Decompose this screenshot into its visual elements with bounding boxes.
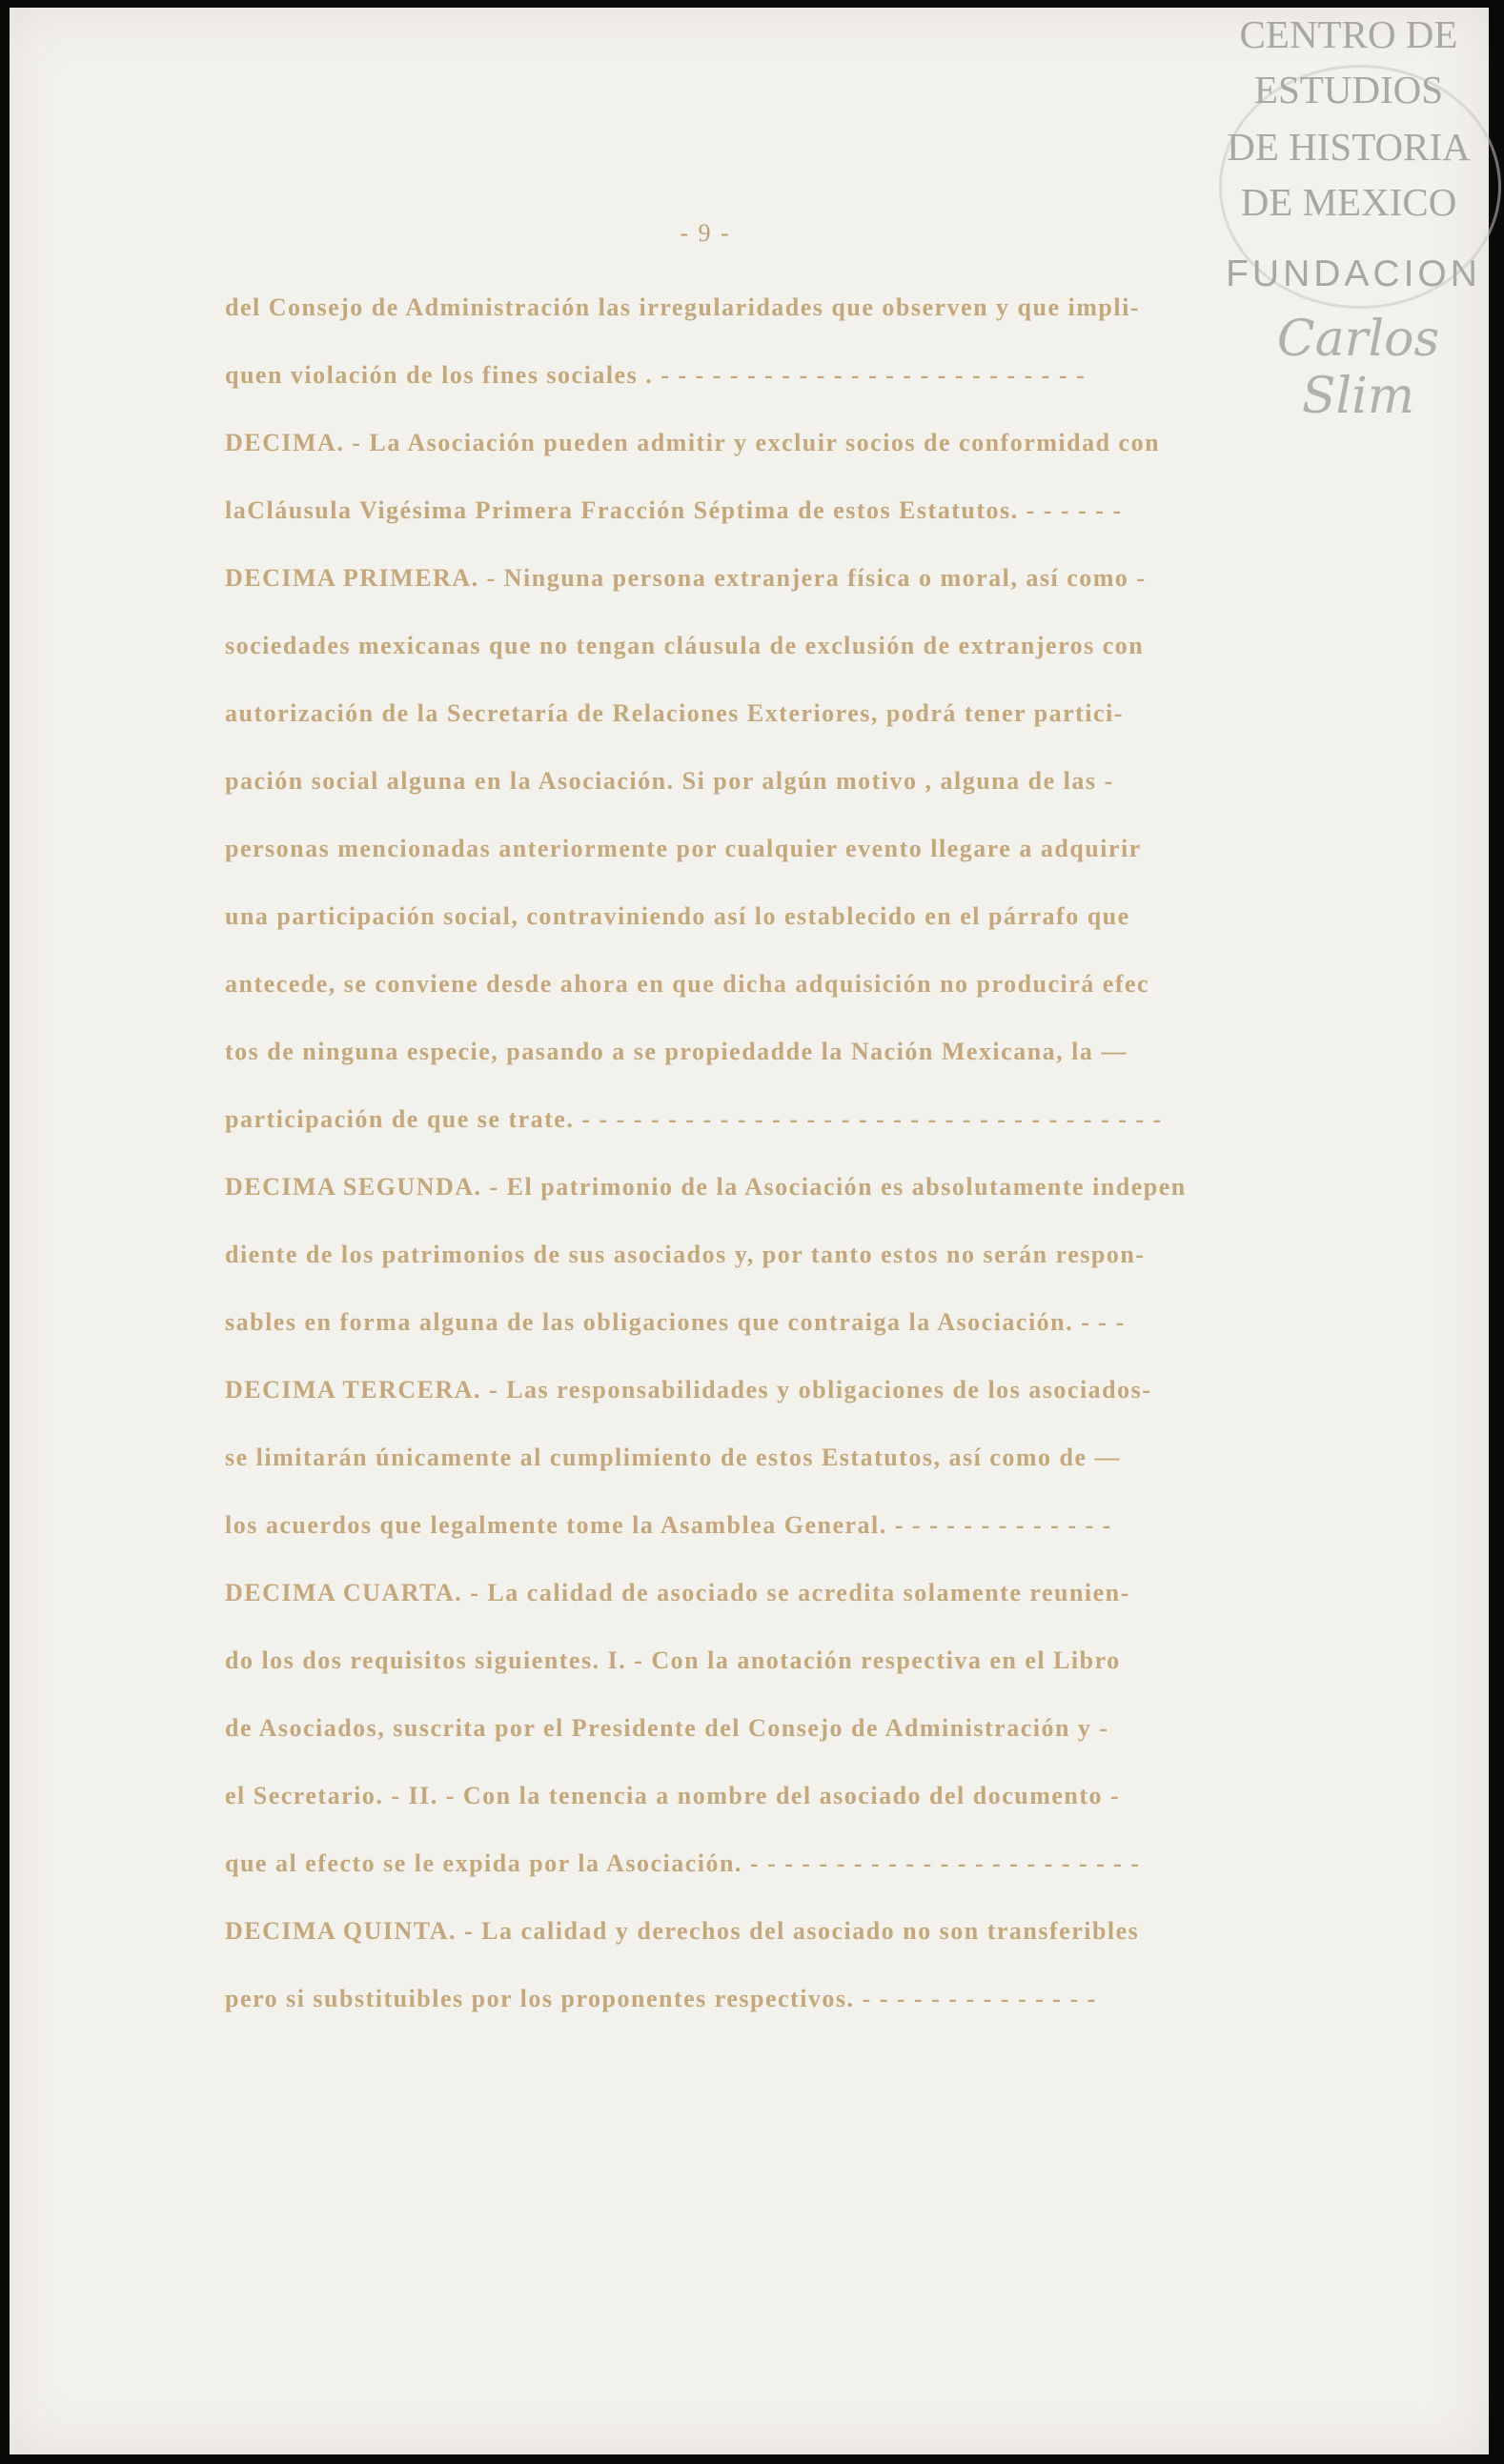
text-line: pación social alguna en la Asociación. Si por algún motivo , alguna de las - <box>225 767 1114 795</box>
text-line: DECIMA. - La Asociación pueden admitir y excluir socios de conformidad con <box>225 429 1161 456</box>
text-line: quen violación de los fines sociales . - - - - - - - - - - - - - - - - - - - - - - - - - <box>225 361 1087 389</box>
stamp-line: CENTRO DE <box>1239 12 1458 56</box>
stamp-line: ESTUDIOS <box>1253 68 1444 111</box>
text-line: del Consejo de Administración las irregularidades que observen y que impli- <box>225 293 1140 321</box>
text-line: autorización de la Secretaría de Relaciones Exteriores, podrá tener partici- <box>225 699 1124 727</box>
text-line: DECIMA SEGUNDA. - El patrimonio de la Asociación es absolutamente indepen <box>225 1173 1187 1201</box>
text-line: DECIMA TERCERA. - Las responsabilidades y obligaciones de los asociados- <box>225 1376 1152 1404</box>
text-line: DECIMA PRIMERA. - Ninguna persona extranjera física o moral, así como - <box>225 564 1147 592</box>
text-line: personas mencionadas anteriormente por cualquier evento llegare a adquirir <box>225 835 1142 862</box>
text-line: diente de los patrimonios de sus asociados y, por tanto estos no serán respon- <box>225 1241 1146 1268</box>
stamp-line: DE MEXICO <box>1240 180 1457 224</box>
text-line: do los dos requisitos siguientes. I. - Con la anotación respectiva en el Libro <box>225 1646 1121 1674</box>
stamp-line: DE HISTORIA <box>1227 125 1471 169</box>
text-line: que al efecto se le expida por la Asociación. - - - - - - - - - - - - - - - - - - - - - - - <box>225 1849 1141 1877</box>
text-line: se limitarán únicamente al cumplimiento de estos Estatutos, así como de — <box>225 1444 1122 1471</box>
document-page <box>10 8 1489 2454</box>
document-body <box>225 284 1388 2043</box>
text-line: pero si substituibles por los proponentes respectivos. - - - - - - - - - - - - - - <box>225 1985 1097 2012</box>
text-line: antecede, se conviene desde ahora en que dicha adquisición no producirá efec <box>225 970 1150 998</box>
text-line: DECIMA CUARTA. - La calidad de asociado se acredita solamente reunien- <box>225 1579 1130 1606</box>
page-number: - 9 - <box>680 219 731 247</box>
text-line: sables en forma alguna de las obligaciones que contraiga la Asociación. - - - <box>225 1308 1126 1336</box>
text-line: tos de ninguna especie, pasando a se propiedadde la Nación Mexicana, la — <box>225 1038 1128 1065</box>
stamp-fundacion: FUNDACION <box>1226 253 1481 294</box>
text-line: el Secretario. - II. - Con la tenencia a nombre del asociado del documento - <box>225 1782 1121 1809</box>
text-line: los acuerdos que legalmente tome la Asamblea General. - - - - - - - - - - - - - <box>225 1511 1112 1539</box>
text-line: de Asociados, suscrita por el Presidente del Consejo de Administración y - <box>225 1714 1109 1742</box>
stamp-signature: Carlos Slim <box>1276 311 1440 425</box>
text-line: participación de que se trate. - - - - - - - - - - - - - - - - - - - - - - - - - - - - - - - - - - <box>225 1105 1163 1133</box>
text-line: sociedades mexicanas que no tengan cláusula de exclusión de extranjeros con <box>225 632 1145 659</box>
text-line: laCláusula Vigésima Primera Fracción Séptima de estos Estatutos. - - - - - - <box>225 496 1123 524</box>
text-line: DECIMA QUINTA. - La calidad y derechos del asociado no son transferibles <box>225 1917 1140 1945</box>
text-line: una participación social, contraviniendo así lo establecido en el párrafo que <box>225 902 1130 930</box>
